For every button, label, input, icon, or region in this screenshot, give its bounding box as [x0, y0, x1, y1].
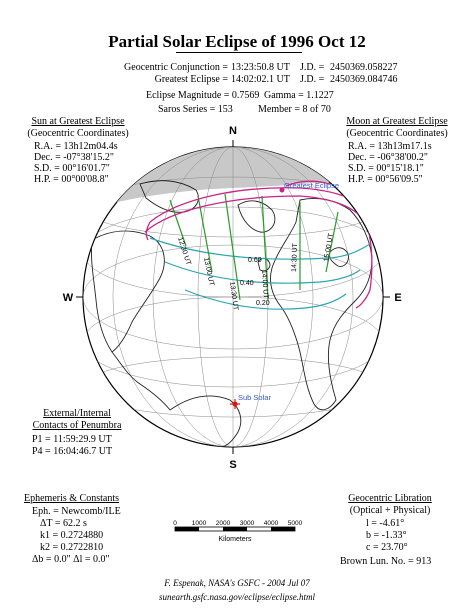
magnitude-label-060: 0.60: [248, 257, 262, 264]
contacts-subtitle: Contacts of Penumbra: [32, 420, 122, 431]
moon-block-subtitle: (Geocentric Coordinates): [346, 128, 448, 139]
scale-bar: [175, 527, 295, 531]
greatest-eclipse-jd-label: J.D. =: [300, 74, 325, 85]
sun-block-title: Sun at Greatest Eclipse: [31, 116, 125, 127]
greatest-eclipse-label: Greatest Eclipse: [284, 181, 340, 190]
conjunction-time: 13:23:50.8 UT: [231, 62, 290, 73]
moon-block-title: Moon at Greatest Eclipse: [346, 116, 448, 127]
ephemeris-k1: k1 = 0.2724880: [40, 530, 104, 541]
libration-l: l = -4.61°: [366, 518, 405, 529]
footer-credit: F. Espenak, NASA's GSFC - 2004 Jul 07: [164, 578, 310, 588]
ephemeris-title: Ephemeris & Constants: [24, 493, 119, 504]
saros-series: Saros Series = 153: [158, 104, 233, 115]
libration-subtitle: (Optical + Physical): [349, 505, 431, 516]
compass-west: W: [62, 292, 74, 304]
sun-dec: Dec. = -07°38'15.2": [34, 152, 114, 163]
greatest-eclipse-label: Greatest Eclipse =: [154, 74, 228, 85]
contact-p4: P4 = 16:04:46.7 UT: [32, 446, 113, 457]
footer-url[interactable]: sunearth.gsfc.nasa.gov/eclipse/eclipse.html: [159, 592, 315, 602]
saros-member: Member = 8 of 70: [258, 104, 331, 115]
ephemeris-name: Eph. = Newcomb/ILE: [32, 506, 121, 517]
contact-p1: P1 = 11:59:29.9 UT: [32, 434, 112, 445]
sun-block-subtitle: (Geocentric Coordinates): [27, 128, 129, 139]
scale-tick-5000: 5000: [287, 520, 303, 527]
scale-unit: Kilometers: [218, 536, 252, 543]
conjunction-jd-label: J.D. =: [300, 62, 325, 73]
sun-ra: R.A. = 13h12m04.4s: [34, 141, 118, 152]
magnitude-label-020: 0.20: [256, 300, 270, 307]
scale-tick-0: 0: [173, 520, 177, 527]
greatest-eclipse-jd: 2450369.084746: [330, 74, 398, 85]
ephemeris-delta-t: ΔT = 62.2 s: [40, 518, 87, 529]
libration-c: c = 23.70°: [366, 542, 408, 553]
moon-sd: S.D. = 00°15'18.1": [348, 163, 424, 174]
sub-solar-label: Sub Solar: [238, 393, 271, 402]
scale-tick-2000: 2000: [215, 520, 231, 527]
scale-tick-1000: 1000: [191, 520, 207, 527]
scale-tick-3000: 3000: [239, 520, 255, 527]
eclipse-magnitude: Eclipse Magnitude = 0.7569: [146, 90, 260, 101]
ephemeris-k2: k2 = 0.2722810: [40, 542, 104, 553]
page-title: Partial Solar Eclipse of 1996 Oct 12: [108, 32, 366, 51]
moon-hp: H.P. = 00°56'09.5": [348, 174, 423, 185]
compass-north: N: [229, 125, 237, 137]
conjunction-label: Geocentric Conjunction =: [124, 62, 228, 73]
conjunction-jd: 2450369.058227: [330, 62, 398, 73]
moon-ra: R.A. = 13h13m17.1s: [348, 141, 432, 152]
sun-sd: S.D. = 00°16'01.7": [34, 163, 110, 174]
ephemeris-db-dl: Δb = 0.0" Δl = 0.0": [32, 554, 110, 565]
brown-lunation: Brown Lun. No. = 913: [340, 556, 432, 567]
scale-ticks: [173, 520, 302, 527]
compass-south: S: [229, 459, 237, 471]
time-label-1500: 15:00 UT: [323, 232, 335, 263]
scale-tick-4000: 4000: [263, 520, 279, 527]
gamma: Gamma = 1.1227: [264, 90, 334, 101]
contacts-title: External/Internal: [43, 408, 111, 419]
magnitude-label-040: 0.40: [240, 280, 254, 287]
time-label-1430: 14:30 UT: [291, 243, 300, 273]
time-label-1330: 13:30 UT: [228, 281, 239, 311]
moon-dec: Dec. = -06°38'00.2": [348, 152, 428, 163]
sun-hp: H.P. = 00°00'08.8": [34, 174, 109, 185]
time-label-1400: 14:00 UT: [260, 269, 269, 299]
libration-b: b = -1.33°: [366, 530, 407, 541]
compass-east: E: [394, 292, 402, 304]
time-label-1300: 13:00 UT: [202, 256, 215, 287]
libration-title: Geocentric Libration: [348, 493, 432, 504]
greatest-eclipse-time: 14:02:02.1 UT: [231, 74, 290, 85]
time-label-1230: 12:30 UT: [176, 236, 192, 267]
